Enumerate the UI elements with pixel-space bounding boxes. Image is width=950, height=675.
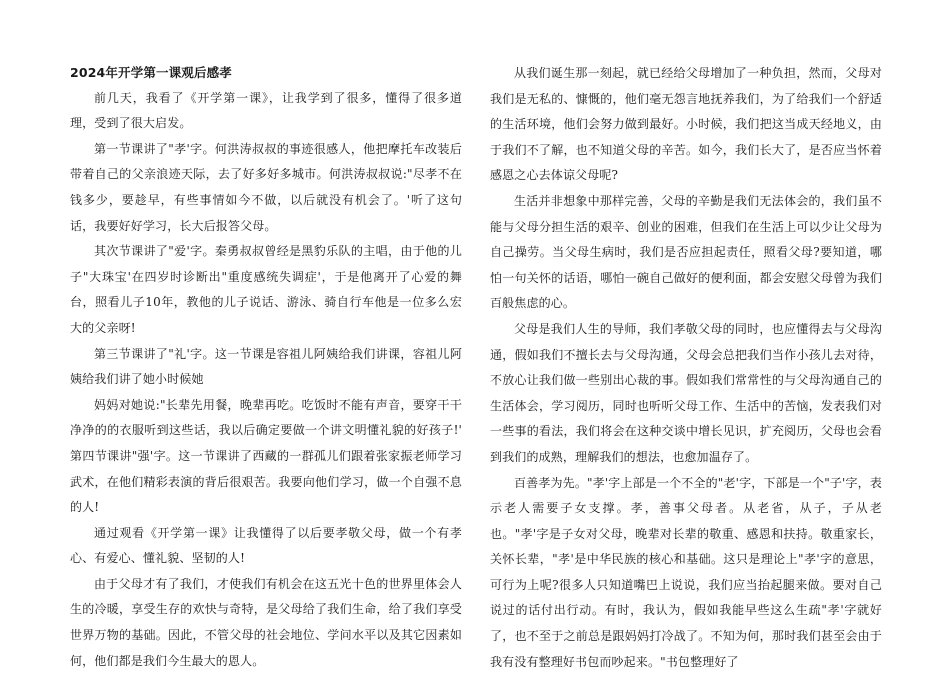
paragraph: 父母是我们人生的导师，我们孝敬父母的同时，也应懂得去与父母沟通，假如我们不擅长去与父母沟通，父母会总把我们当作小孩儿去对待，不放心让我们做一些别出心裁的事。假如我们常常性的与父母沟通自己的生活体会，学习阅历，同时也听听父母工作、生活中的苦恼，发表我们对一些事的看法，我们将会在这种交谈中增长见识，扩充阅历，父母也会看到我们的成熟，理解我们的想法，也愈加温存了。	[490, 317, 882, 471]
paragraph: 第一节课讲了"孝'字。何洪涛叔叔的事迹很感人，他把摩托车改装后带着自己的父亲浪迹天际，去了好多好多城市。何洪涛叔叔说:"尽孝不在钱多少，要趁早，有些事情如今不做，以后就没有机会了。'听了这句话，我要好好学习，长大后报答父母。	[70, 137, 462, 239]
document-title: 2024年开学第一课观后感孝	[70, 60, 462, 86]
paragraph: 从我们诞生那一刻起，就已经给父母增加了一种负担，然而，父母对我们是无私的、慷慨的，他们毫无怨言地抚养我们，为了给我们一个舒适的生活环境，他们会努力做到最好。小时候，我们把这当成天经地义，由于我们不了解，也不知道父母的辛苦。如今，我们长大了，是否应当怀着感恩之心去体谅父母呢?	[490, 61, 882, 189]
left-column	[70, 58, 462, 674]
right-column	[490, 61, 882, 675]
paragraph: 由于父母才有了我们，才使我们有机会在这五光十色的世界里体会人生的冷暖，享受生存的欢快与奇特，是父母给了我们生命，给了我们享受世界万物的基础。因此，不管父母的社会地位、学问水平以及其它因素如何，他们都是我们今生最大的恩人。	[70, 572, 462, 674]
paragraph: 前几天，我看了《开学第一课》，让我学到了很多，懂得了很多道理，受到了很大启发。	[70, 86, 462, 137]
paragraph: 生活并非想象中那样完善，父母的辛勤是我们无法体会的，我们虽不能与父母分担生活的艰辛、创业的困难，但我们在生活上可以少让父母为自己操劳。当父母生病时，我们是否应担起责任，照看父母?要知道，哪怕一句关怀的话语，哪怕一碗自己做好的便利面，都会安慰父母曾为我们百般焦虑的心。	[490, 189, 882, 317]
paragraph: 妈妈对她说:"长辈先用餐，晚辈再吃。吃饭时不能有声音，要穿干干净净的的衣服听到这些话，我以后确定要做一个讲文明懂礼貌的好孩子!' 第四节课讲"强'字。这一节课讲了西藏的一群孤儿们跟着张家振老师学习武术，在他们精彩表演的背后很艰苦。我要向他们学习，做一个自强不息的人!	[70, 393, 462, 521]
paragraph: 百善孝为先。"孝'字上部是一个不全的"老'字，下部是一个"子'字，表示老人需要子女支撑。孝，善事父母者。从老省，从子，子从老也。"孝'字是子女对父母，晚辈对长辈的敬重、感恩和扶持。敬重家长，关怀长辈，"孝'是中华民族的核心和基础。这只是理论上"孝'字的意思，可行为上呢?很多人只知道嘴巴上说说，我们应当抬起腿来做。要对自己说过的话付出行动。有时，我认为，假如我能早些这么生疏"孝'字就好了，也不至于之前总是跟妈妈打冷战了。不知为何，那时我们甚至会由于我有没有整理好书包而吵起来。"书包整理好了	[490, 471, 882, 675]
paragraph: 第三节课讲了"礼'字。这一节课是容祖儿阿姨给我们讲课，容祖儿阿姨给我们讲了她小时候她	[70, 342, 462, 393]
paragraph: 通过观看《开学第一课》让我懂得了以后要孝敬父母，做一个有孝心、有爱心、懂礼貌、坚韧的人!	[70, 521, 462, 572]
paragraph: 其次节课讲了"爱'字。秦勇叔叔曾经是黑豹乐队的主唱，由于他的儿子"大珠宝'在四岁时诊断出"重度感统失调症'，于是他离开了心爱的舞台，照看儿子10年，教他的儿子说话、游泳、骑自行车他是一位多么宏大的父亲呀!	[70, 239, 462, 341]
